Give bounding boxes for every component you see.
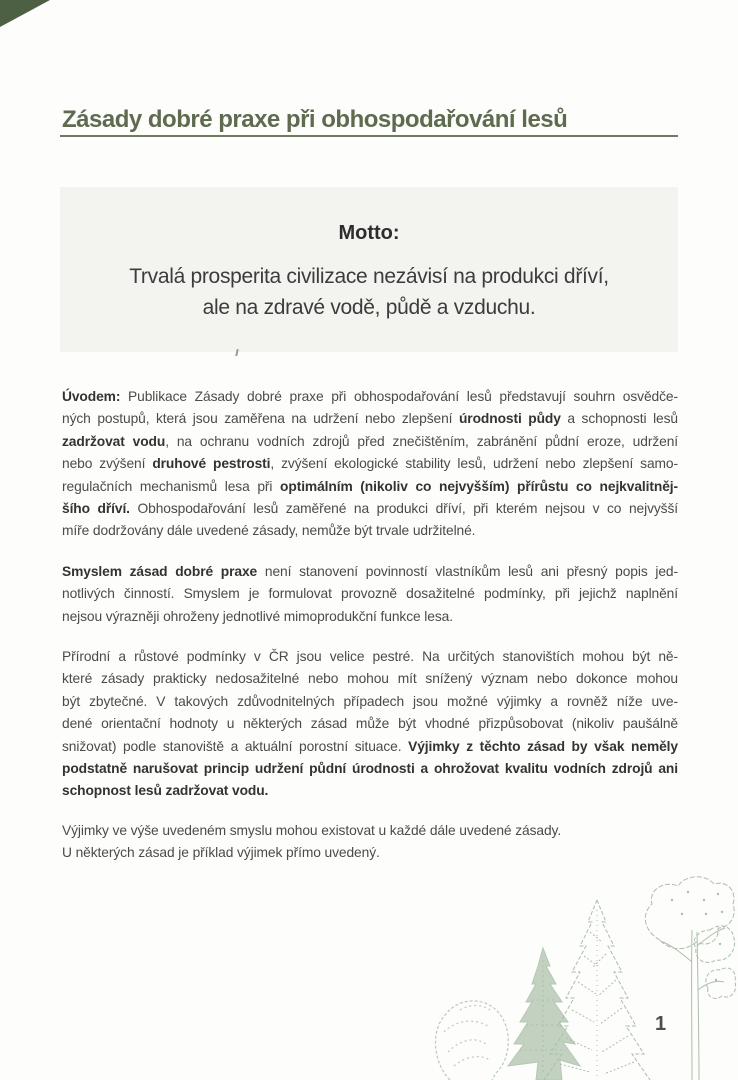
text-line: být zbytečné. V takových zdůvodnitelných případech jsou možné výjimky a rovněž níže uve- (62, 693, 678, 709)
text-line: dené orientační hodnoty u některých zásad může být vhodné přizpůsobovat (nikoliv paušálně (62, 716, 678, 732)
text-line: Úvodem: Publikace Zásady dobré praxe při obhospodařování lesů představují souhrn osvědče- (62, 389, 678, 404)
paragraph-vyjimky (62, 820, 678, 865)
text-line: Smyslem zásad dobré praxe není stanovení povinností vlastníkům lesů ani přesný popis jed- (62, 564, 678, 579)
text-line: ných postupů, která jsou zaměřena na udržení nebo zlepšení úrodnosti půdy a schopnosti lesů (62, 411, 678, 427)
text-line: nebo zvýšení druhové pestrosti, zvýšení ekologické stability lesů, udržení nebo zlepšení samo- (62, 456, 678, 472)
text-line: U některých zásad je příklad výjimek přímo uvedený. (62, 845, 380, 861)
title-rule (60, 135, 678, 137)
text-line: Přírodní a růstové podmínky v ČR jsou velice pestré. Na určitých stanovištích mohou být ně- (62, 649, 678, 664)
text-line: míře dodržovány dále uvedené zásady, nemůže být trvale udržitelné. (62, 523, 476, 539)
paragraph-podminky (62, 646, 678, 803)
scan-noise-mark (235, 349, 238, 356)
tree-illustrations (420, 870, 738, 1080)
spruce-filled-illustration (508, 948, 580, 1080)
text-line: podstatně narušovat princip udržení půdní úrodnosti a ohrožovat kvalitu vodních zdrojů ani (62, 761, 678, 777)
shrub-sketch-illustration (435, 1001, 508, 1080)
paragraph-smyslem (62, 561, 678, 628)
text-line: schopnost lesů zadržovat vodu. (62, 783, 269, 799)
text-line: Výjimky ve výše uvedeném smyslu mohou existovat u každé dále uvedené zásady. (62, 823, 562, 838)
page-title: Zásady dobré praxe při obhospodařování lesů (62, 106, 568, 134)
motto-line: ale na zdravé vodě, půdě a vzduchu. (202, 296, 536, 319)
text-line: regulačních mechanismů lesa při optimálním (nikoliv co nejvyšším) přírůstu co nejkvalitněj- (62, 478, 678, 494)
motto-text (60, 261, 678, 323)
text-line: šího dříví. Obhospodařování lesů zaměřené na produkci dříví, při kterém nejsou v co nejvyšší (62, 501, 678, 517)
text-line: které zásady prakticky nedosažitelné nebo mohou mít snížený význam nebo dokonce mohou (62, 671, 678, 687)
paragraph-uvodem (62, 386, 678, 543)
motto-line: Trvalá prosperita civilizace nezávisí na produkci dříví, (129, 265, 609, 288)
text-line: notlivých činností. Smyslem je formulovat provozně dosažitelné podmínky, při jejichž naplnění (62, 586, 678, 602)
deciduous-tree-sketch-illustration (645, 877, 735, 1080)
motto-box (60, 187, 678, 352)
motto-heading: Motto: (338, 222, 400, 244)
corner-triangle-decoration (0, 0, 50, 27)
text-line: nejsou výrazněji ohroženy jednotlivé mimoprodukční funkce lesa. (62, 608, 453, 624)
text-line: snižovat) podle stanoviště a aktuální porostní situace. Výjimky z těchto zásad by však neměly (62, 738, 678, 754)
page-number: 1 (655, 1013, 667, 1035)
text-line: zadržovat vodu, na ochranu vodních zdrojů před znečištěním, zabránění půdní eroze, udržení (62, 433, 678, 449)
